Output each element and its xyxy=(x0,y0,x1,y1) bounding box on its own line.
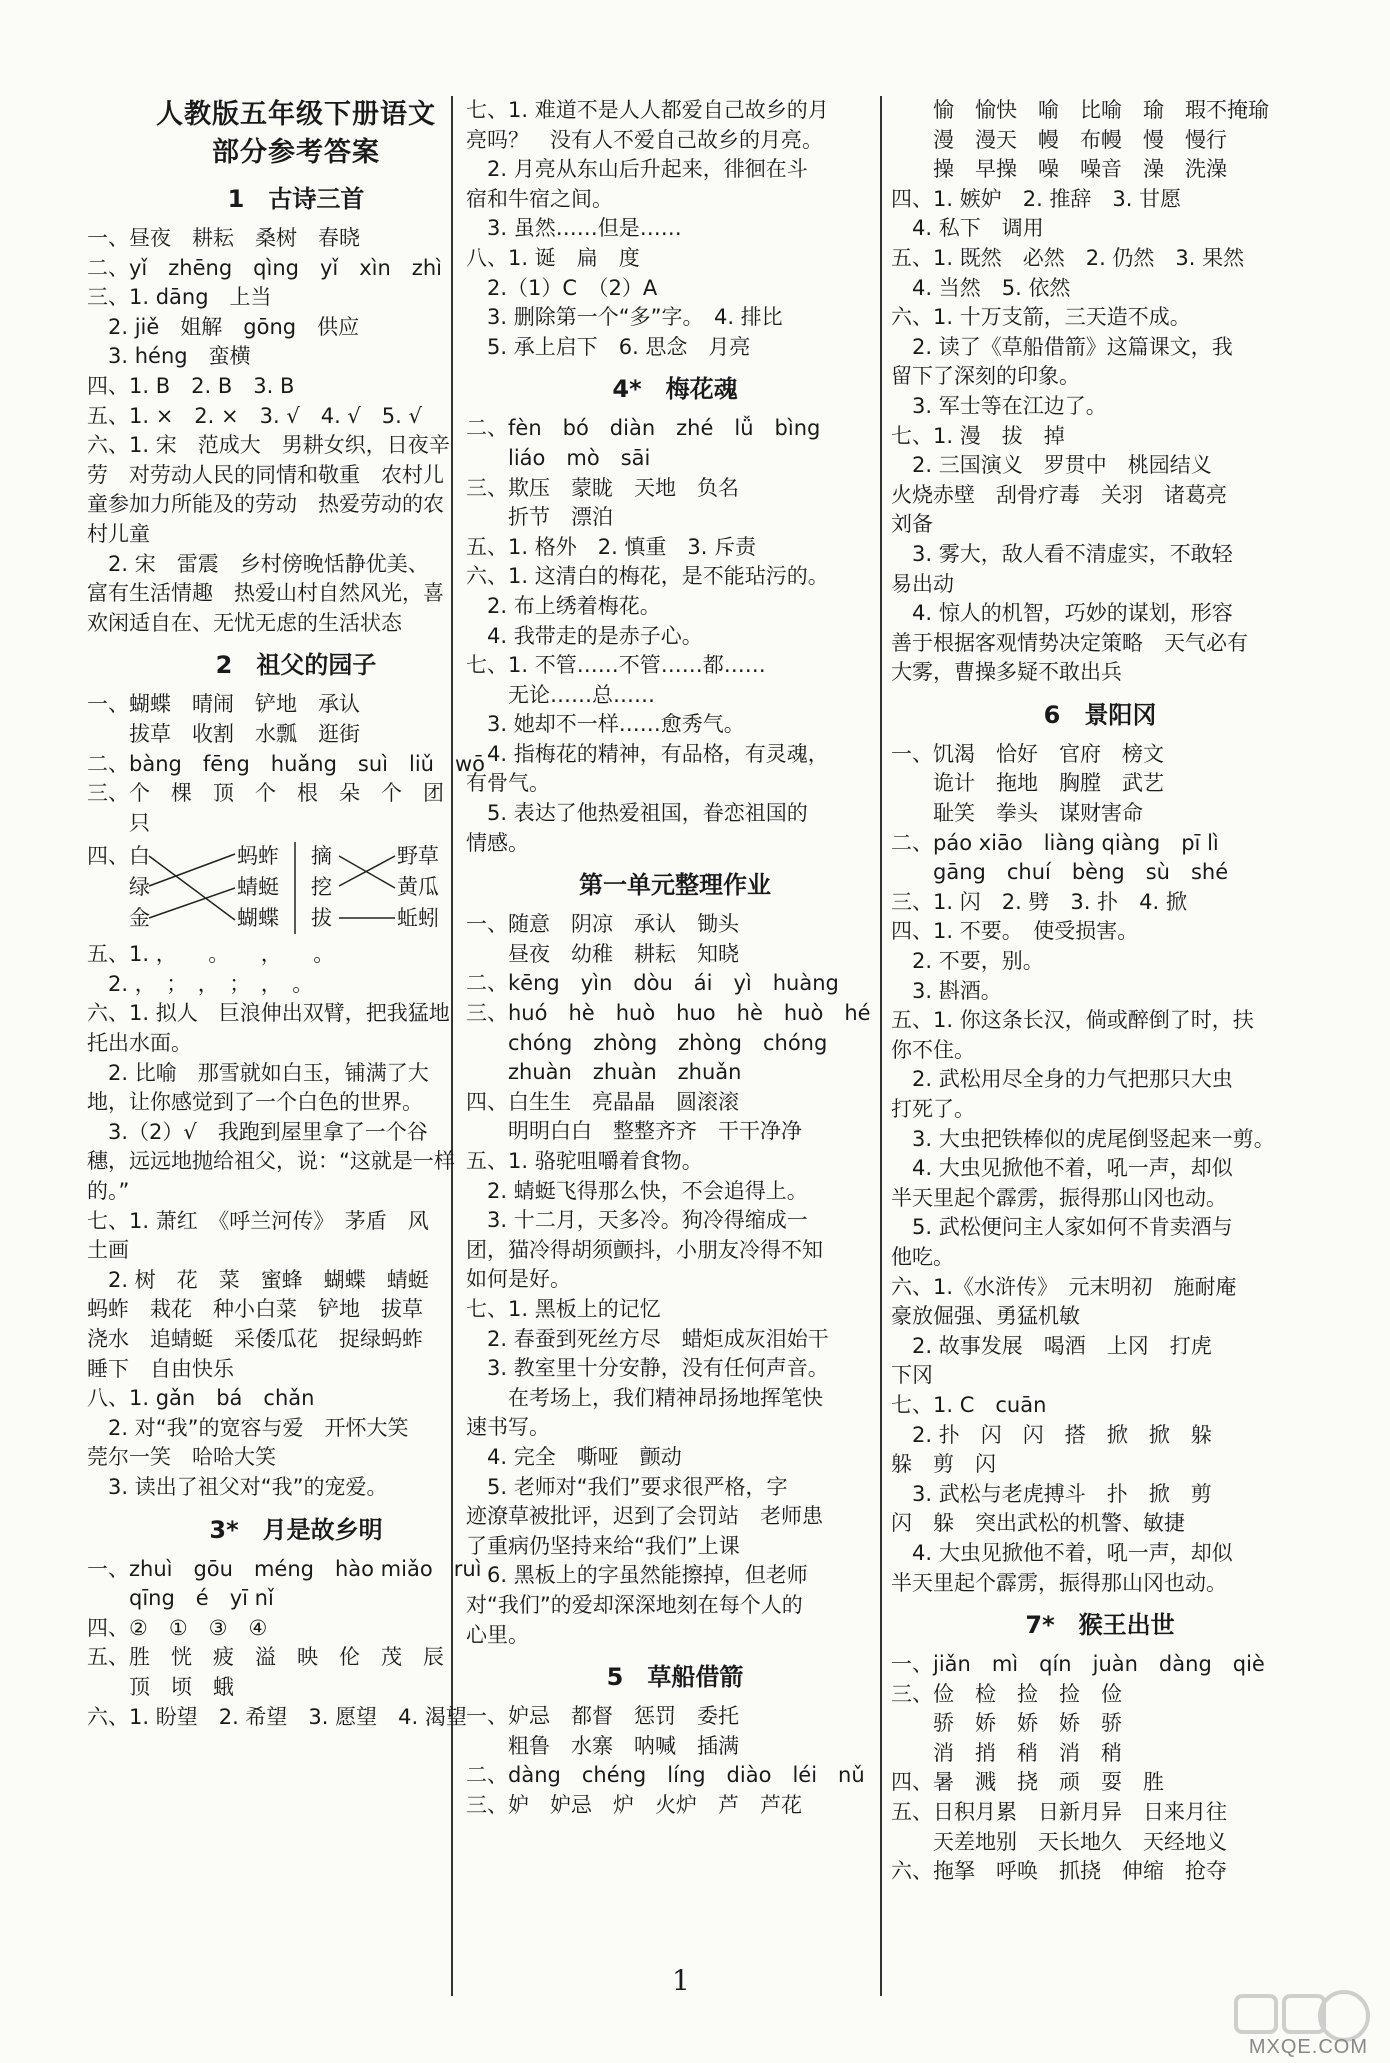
answer-line: 耻笑 拳头 谋财害命 xyxy=(891,801,1143,826)
answer-line: 4. 当然 5. 依然 xyxy=(891,275,1071,300)
answer-line: 有骨气。 xyxy=(466,771,550,796)
answer-line: 睡下 自由快乐 xyxy=(87,1356,234,1381)
answer-line: 愉 愉快 喻 比喻 瑜 瑕不掩瑜 xyxy=(891,98,1269,122)
answer-block xyxy=(87,690,505,838)
answer-line: 七、1. 不管……不管……都…… xyxy=(466,653,766,678)
answer-line: 3. 她却不一样……愈秀气。 xyxy=(466,712,745,737)
document-title: 人教版五年级下册语文 xyxy=(156,99,436,130)
answer-line: 一、蝴蝶 晴闹 铲地 承认 xyxy=(87,692,360,717)
answer-line: 七、1. C cuān xyxy=(891,1392,1047,1417)
answer-line: 粗鲁 水寨 呐喊 插满 xyxy=(466,1733,739,1758)
matching-diagram xyxy=(87,840,505,936)
answer-line: 3. héng 蛮横 xyxy=(87,344,251,369)
answer-line: 四、1. 不要。 使受损害。 xyxy=(891,919,1139,944)
answer-line: 欢闲适自在、无忧无虑的生活状态 xyxy=(87,610,402,635)
answer-line: 四、1. 嫉妒 2. 推辞 3. 甘愿 xyxy=(891,186,1182,211)
answer-line: 莞尔一笑 哈哈大笑 xyxy=(87,1445,276,1470)
answer-line: 穗，远远地抛给祖父，说：“这就是一样 xyxy=(87,1149,455,1174)
answer-line: 大雾，曹操多疑不敢出兵 xyxy=(891,660,1122,685)
answer-line: 2. 读了《草船借箭》这篇课文，我 xyxy=(891,334,1233,359)
answer-line: 了重病仍坚持来给“我们”上课 xyxy=(466,1533,740,1558)
answer-line: 刘备 xyxy=(891,512,933,537)
answer-line: 一、昼夜 耕耘 桑树 春晓 xyxy=(87,226,360,250)
answer-line: 四、1. B 2. B 3. B xyxy=(87,373,295,398)
answer-line: 3.（2）√ 我跑到屋里拿了一个谷 xyxy=(87,1119,428,1144)
answer-block xyxy=(466,414,884,858)
answer-line: 2. 扑 闪 闪 搭 掀 掀 躲 xyxy=(891,1422,1212,1447)
answer-line: 八、1. 诞 扁 度 xyxy=(466,245,640,270)
answer-line: 留下了深刻的印象。 xyxy=(891,364,1080,389)
answer-line: 2. 布上绣着梅花。 xyxy=(466,593,661,618)
answer-line: 六、1. 宋 范成大 男耕女织，日夜辛 xyxy=(87,433,450,458)
answer-line: 4. 惊人的机智，巧妙的谋划，形容 xyxy=(891,601,1233,626)
answer-line: 3. 军士等在江边了。 xyxy=(891,393,1107,418)
answer-line: 易出动 xyxy=(891,571,954,596)
column-3 xyxy=(891,96,1309,1887)
answer-line: 劳 对劳动人民的同情和敬重 农村儿 xyxy=(87,462,444,487)
answer-line: 三、1. dāng 上当 xyxy=(87,285,272,310)
answer-line: 4. 指梅花的精神，有品格，有灵魂， xyxy=(466,741,829,766)
answer-line: 二、fèn bó diàn zhé lǚ bìng xyxy=(466,416,821,441)
answer-line: 只 xyxy=(87,810,150,835)
section-heading: 6 景阳冈 xyxy=(1043,700,1157,729)
answer-line: 闪 躲 突出武松的机警、敏捷 xyxy=(891,1511,1185,1536)
answer-line: 2. 对“我”的宽容与爱 开怀大笑 xyxy=(87,1415,409,1440)
answer-line: 五、胜 恍 疲 溢 映 伦 茂 辰 xyxy=(87,1645,444,1670)
answer-line: 速书写。 xyxy=(466,1415,550,1440)
answer-block xyxy=(466,96,884,362)
answer-line: 2. 月亮从东山后升起来，徘徊在斗 xyxy=(466,157,808,182)
answer-line: 三、妒 妒忌 炉 火炉 芦 芦花 xyxy=(466,1792,802,1817)
answer-line: 托出水面。 xyxy=(87,1031,192,1056)
answer-line: 一、饥渴 恰好 官府 榜文 xyxy=(891,741,1164,766)
answer-line: qīng é yī nǐ xyxy=(87,1586,274,1611)
answer-line: 六、1. 十万支箭，三天造不成。 xyxy=(891,305,1191,330)
answer-line: 六、1. 盼望 2. 希望 3. 愿望 4. 渴望 xyxy=(87,1704,467,1729)
answer-line: 你不住。 xyxy=(891,1037,975,1062)
answer-line: 五、日积月累 日新月异 日来月往 xyxy=(891,1800,1227,1825)
answer-line: 消 捎 稍 消 稍 xyxy=(891,1740,1122,1765)
answer-line: 2. 宋 雷震 乡村傍晚恬静优美、 xyxy=(87,551,429,576)
answer-line: 四、暑 溅 挠 顽 耍 胜 xyxy=(891,1770,1164,1795)
answer-line: 一、妒忌 都督 惩罚 委托 xyxy=(466,1704,739,1729)
answer-line: 明明白白 整整齐齐 干干净净 xyxy=(466,1119,802,1144)
answer-line: 的。” xyxy=(87,1179,130,1204)
answer-line: 五、1. 既然 必然 2. 仍然 3. 果然 xyxy=(891,245,1245,270)
answer-line: 2. 武松用尽全身的力气把那只大虫 xyxy=(891,1067,1233,1092)
answer-line: 亮吗？ 没有人不爱自己故乡的月亮。 xyxy=(466,127,823,152)
answer-line: 二、dàng chéng líng diào léi nǔ xyxy=(466,1763,865,1788)
answer-line: 火烧赤壁 刮骨疗毒 关羽 诸葛亮 xyxy=(891,482,1227,507)
answer-line: 半天里起个霹雳，振得那山冈也动。 xyxy=(891,1185,1227,1210)
match-right-item: 蚯蚓 xyxy=(397,906,439,931)
answer-line: 3. 教室里十分安静，没有任何声音。 xyxy=(466,1356,829,1381)
answer-line: 豪放倔强、勇猛机敏 xyxy=(891,1304,1080,1329)
answer-line: 5. 武松便问主人家如何不肯卖酒与 xyxy=(891,1215,1233,1240)
answer-line: 土画 xyxy=(87,1238,129,1263)
column-1 xyxy=(87,96,505,1732)
answer-line: 躲 剪 闪 xyxy=(891,1452,996,1477)
answer-line: 6. 黑板上的字虽然能擦掉，但老师 xyxy=(466,1563,808,1588)
match-right-item: 蚂蚱 xyxy=(237,844,279,869)
answer-line: 团，猫冷得胡须颤抖，小朋友冷得不知 xyxy=(466,1237,823,1262)
section-heading: 4* 梅花魂 xyxy=(612,375,738,404)
answer-line: 四、白生生 亮晶晶 圆滚滚 xyxy=(466,1089,739,1114)
answer-line: 3. 删除第一个“多”字。 4. 排比 xyxy=(466,305,783,330)
match-left-item: 绿 xyxy=(129,875,150,900)
answer-line: 六、拖拏 呼唤 抓挠 伸缩 抢夺 xyxy=(891,1859,1227,1884)
answer-line: 3. 大虫把铁棒似的虎尾倒竖起来一剪。 xyxy=(891,1126,1275,1151)
answer-line: 在考场上，我们精神昂扬地挥笔快 xyxy=(466,1385,823,1410)
answer-line: 3. 武松与老虎搏斗 扑 掀 剪 xyxy=(891,1481,1212,1506)
document-subtitle: 部分参考答案 xyxy=(212,137,380,168)
answer-line: 蚂蚱 栽花 种小白菜 铲地 拔草 xyxy=(87,1297,423,1322)
answer-line: 三、俭 检 捡 捡 俭 xyxy=(891,1681,1122,1706)
match-left-item: 挖 xyxy=(311,875,332,900)
answer-line: 地，让你感觉到了一个白色的世界。 xyxy=(87,1090,423,1115)
section-heading: 7* 猴王出世 xyxy=(1025,1611,1175,1640)
answer-line: 2. 三国演义 罗贯中 桃园结义 xyxy=(891,453,1212,478)
answer-line: 三、欺压 蒙眬 天地 负名 xyxy=(466,475,739,500)
answer-line: 二、bàng fēng huǎng suì liǔ wō xyxy=(87,751,486,776)
answer-line: 二、kēng yìn dòu ái yì huàng xyxy=(466,971,839,996)
answer-line: chóng zhòng zhòng chóng xyxy=(466,1030,828,1055)
answer-line: 一、zhuì gōu méng hào miǎo ruì xyxy=(87,1556,482,1581)
answer-line: 四、② ① ③ ④ xyxy=(87,1615,268,1640)
answer-line: 一、jiǎn mì qín juàn dàng qiè xyxy=(891,1652,1265,1677)
match-left-item: 金 xyxy=(129,906,150,931)
answer-line: zhuàn zhuàn zhuǎn xyxy=(466,1060,742,1085)
answer-block xyxy=(466,910,884,1650)
answer-line: 顶 顷 蛾 xyxy=(87,1674,234,1699)
answer-line: 三、1. 闪 2. 劈 3. 扑 4. 掀 xyxy=(891,889,1187,914)
answer-line: 二、yǐ zhēng qìng yǐ xìn zhì xyxy=(87,255,442,280)
answer-line: 打死了。 xyxy=(891,1097,975,1121)
answer-line: 一、随意 阴凉 承认 锄头 xyxy=(466,912,739,937)
answer-line: 4. 私下 调用 xyxy=(891,216,1044,241)
answer-line: 富有生活情趣 热爱山村自然风光，喜 xyxy=(87,581,444,606)
answer-line: 五、1. × 2. × 3. √ 4. √ 5. √ xyxy=(87,403,422,428)
answer-line: 4. 大虫见掀他不着，吼一声，却似 xyxy=(891,1156,1233,1181)
watermark-text: MXQE.COM xyxy=(1248,2036,1368,2058)
answer-block xyxy=(466,1702,884,1820)
answer-line: 善于根据客观情势决定策略 天气必有 xyxy=(891,630,1248,655)
answer-line: 2. ， ； ， ； ， 。 xyxy=(87,971,314,996)
answer-line: 3. 虽然……但是…… xyxy=(466,216,682,241)
answer-line: 昼夜 幼稚 耕耘 知晓 xyxy=(466,941,739,966)
answer-line: 拔草 收割 水瓢 逛街 xyxy=(87,721,360,746)
answer-line: 村儿童 xyxy=(87,521,150,546)
answer-line: 七、1. 萧红 《呼兰河传》 茅盾 风 xyxy=(87,1208,429,1233)
answer-line: 4. 我带走的是赤子心。 xyxy=(466,623,703,648)
answer-line: 情感。 xyxy=(466,830,529,855)
answer-line: 六、1. 拟人 巨浪伸出双臂，把我猛地 xyxy=(87,1001,450,1026)
answer-line: 五、1. 格外 2. 慎重 3. 斥责 xyxy=(466,534,757,559)
answer-line: 五、1. ， 。 ， 。 xyxy=(87,942,335,967)
answer-line: 三、个 棵 顶 个 根 朵 个 团 xyxy=(87,781,444,806)
answer-line: 半天里起个霹雳，振得那山冈也动。 xyxy=(891,1570,1227,1595)
answer-line: 迹潦草被批评，迟到了会罚站 老师患 xyxy=(466,1504,823,1529)
answer-block xyxy=(891,740,1309,1598)
section-heading: 1 古诗三首 xyxy=(227,185,365,213)
answer-line: 2. 蜻蜓飞得那么快，不会追得上。 xyxy=(466,1178,808,1203)
answer-line: liáo mò sāi xyxy=(466,445,651,470)
answer-line: 五、1. 骆驼咀嚼着食物。 xyxy=(466,1149,703,1173)
match-left-item: 摘 xyxy=(311,844,332,869)
answer-line: 2. 春蚕到死丝方尽 蜡炬成灰泪始干 xyxy=(466,1326,829,1351)
answer-line: 折节 漂泊 xyxy=(466,505,613,530)
answer-line: 诡计 拖地 胸膛 武艺 xyxy=(891,771,1164,796)
answer-line: 5. 承上启下 6. 思念 月亮 xyxy=(466,334,751,359)
answer-line: gāng chuí bèng sù shé xyxy=(891,860,1229,885)
answer-line: 3. 雾大，敌人看不清虚实，不敢轻 xyxy=(891,541,1233,566)
answer-line: 操 早操 噪 噪音 澡 洗澡 xyxy=(891,157,1227,182)
section-heading: 第一单元整理作业 xyxy=(579,871,771,900)
answer-line: 浇水 追蜻蜓 采倭瓜花 捉绿蚂蚱 xyxy=(87,1327,423,1351)
answer-line: 七、1. 难道不是人人都爱自己故乡的月 xyxy=(466,98,829,122)
answer-line: 六、1. 这清白的梅花，是不能玷污的。 xyxy=(466,564,829,589)
match-left-item: 拔 xyxy=(311,906,332,931)
answer-line: 2. 故事发展 喝酒 上冈 打虎 xyxy=(891,1333,1212,1358)
match-right-item: 蜻蜓 xyxy=(237,875,279,900)
answer-block xyxy=(87,1555,505,1733)
answer-line: 六、1.《水浒传》 元末明初 施耐庵 xyxy=(891,1274,1237,1299)
answer-line: 他吃。 xyxy=(891,1244,954,1269)
answer-line: 2. jiě 姐解 gōng 供应 xyxy=(87,314,360,339)
answer-line: 八、1. gǎn bá chǎn xyxy=(87,1386,315,1411)
answer-line: 2.（1）C （2）A xyxy=(466,275,658,300)
answer-block xyxy=(87,224,505,638)
answer-line: 2. 比喻 那雪就如白玉，铺满了大 xyxy=(87,1060,429,1085)
page-number: 1 xyxy=(672,1964,690,1997)
match-right-item: 野草 xyxy=(397,844,439,869)
match-right-item: 蝴蝶 xyxy=(237,906,279,931)
answer-line: 4. 完全 嘶哑 颤动 xyxy=(466,1444,682,1469)
section-heading: 5 草船借箭 xyxy=(606,1663,744,1692)
answer-line: 如何是好。 xyxy=(466,1267,571,1292)
answer-line: 无论……总…… xyxy=(466,682,655,707)
answer-line: 宿和牛宿之间。 xyxy=(466,186,613,211)
answer-line: 七、1. 黑板上的记忆 xyxy=(466,1296,661,1321)
answer-line: 2. 不要，别。 xyxy=(891,949,1044,974)
answer-line: 5. 老师对“我们”要求很严格，字 xyxy=(466,1474,788,1499)
column-2 xyxy=(466,96,884,1820)
match-left-item: 四、白 xyxy=(87,844,150,869)
answer-line: 对“我们”的爱却深深地刻在每个人的 xyxy=(466,1592,803,1617)
answer-line: 七、1. 漫 拔 掉 xyxy=(891,423,1065,448)
answer-line: 3. 读出了祖父对“我”的宠爱。 xyxy=(87,1474,388,1499)
answer-line: 3. 斟酒。 xyxy=(891,978,1002,1003)
answer-line: 3. 十二月，天多冷。狗冷得缩成一 xyxy=(466,1208,808,1233)
section-heading: 2 祖父的园子 xyxy=(215,651,377,680)
answer-block xyxy=(891,96,1309,688)
section-heading: 3* 月是故乡明 xyxy=(209,1515,383,1544)
answer-line: 童参加力所能及的劳动 热爱劳动的农 xyxy=(87,492,444,517)
answer-line: 天差地别 天长地久 天经地义 xyxy=(891,1829,1227,1854)
answer-block xyxy=(891,1650,1309,1887)
answer-line: 二、páo xiāo liàng qiàng pī lì xyxy=(891,830,1219,855)
answer-line: 5. 表达了他热爱祖国，眷恋祖国的 xyxy=(466,801,808,826)
answer-line: 三、huó hè huò huo hè huò hé xyxy=(466,1001,871,1026)
answer-block xyxy=(87,940,505,1502)
answer-line: 心里。 xyxy=(466,1622,529,1647)
answer-line: 骄 娇 娇 娇 骄 xyxy=(891,1711,1122,1736)
answer-line: 五、1. 你这条长汉，倘或醉倒了时，扶 xyxy=(891,1008,1254,1033)
answer-line: 漫 漫天 幔 布幔 慢 慢行 xyxy=(891,127,1227,152)
answer-line: 下冈 xyxy=(891,1363,933,1388)
answer-line: 4. 大虫见掀他不着，吼一声，却似 xyxy=(891,1540,1233,1565)
answer-line: 2. 树 花 菜 蜜蜂 蝴蝶 蜻蜓 xyxy=(87,1267,429,1292)
match-right-item: 黄瓜 xyxy=(397,875,439,900)
